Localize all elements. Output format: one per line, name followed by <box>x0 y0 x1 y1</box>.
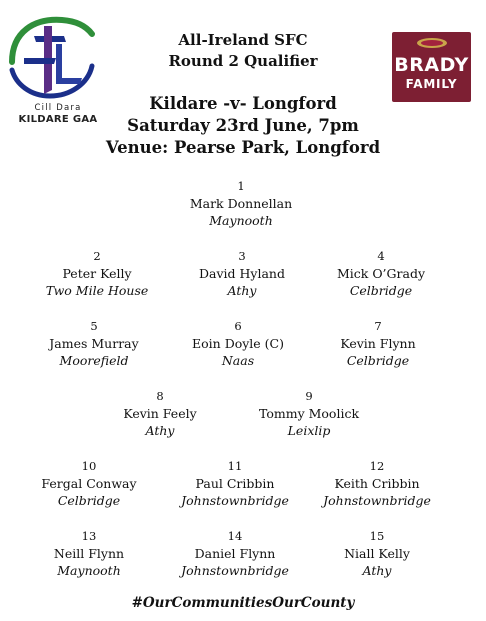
player-12 <box>302 458 452 509</box>
brady-family-logo <box>392 32 471 102</box>
player-club: Celbridge <box>346 353 410 368</box>
player-club: Moorefield <box>59 353 129 368</box>
player-name: Paul Cribbin <box>195 476 275 491</box>
player-name: Daniel Flynn <box>194 546 276 561</box>
player-club: Two Mile House <box>45 283 149 298</box>
player-name: Niall Kelly <box>344 546 410 561</box>
player-club: Johnstownbridge <box>181 493 289 508</box>
player-name: Tommy Moolick <box>258 406 360 421</box>
player-club: Celbridge <box>57 493 121 508</box>
player-club: Johnstownbridge <box>323 493 431 508</box>
player-club: Leixlip <box>287 423 331 438</box>
campaign-hashtag: #OurCommunitiesOurCounty <box>131 595 355 611</box>
player-11 <box>160 458 310 509</box>
kildare-gaa-logo <box>4 14 104 125</box>
player-10 <box>14 458 164 509</box>
player-8 <box>85 388 235 439</box>
player-3 <box>167 248 317 299</box>
player-club: Athy <box>362 563 392 578</box>
player-name: Mick O’Grady <box>336 266 426 281</box>
player-number: 2 <box>93 249 101 263</box>
player-7 <box>303 318 453 369</box>
player-name: Eoin Doyle (C) <box>192 336 284 351</box>
player-name: Peter Kelly <box>62 266 132 281</box>
player-number: 11 <box>227 459 243 473</box>
player-name: Keith Cribbin <box>334 476 420 491</box>
player-club: Naas <box>221 353 255 368</box>
player-5 <box>19 318 169 369</box>
player-number: 5 <box>90 319 98 333</box>
gaa-logo-text-2: KILDARE GAA <box>18 114 98 125</box>
player-number: 8 <box>156 389 164 403</box>
player-13 <box>14 528 164 579</box>
gaa-logo-text-1: Cill Dara <box>34 103 82 113</box>
player-number: 3 <box>238 249 246 263</box>
player-club: Celbridge <box>349 283 413 298</box>
player-number: 12 <box>369 459 385 473</box>
player-name: Fergal Conway <box>41 476 137 491</box>
player-number: 10 <box>81 459 97 473</box>
sponsor-line-1: BRADY <box>394 54 469 76</box>
sponsor-line-2: FAMILY <box>405 77 458 91</box>
player-club: Maynooth <box>57 563 121 578</box>
player-name: Kevin Feely <box>123 406 197 421</box>
player-2 <box>22 248 172 299</box>
player-number: 4 <box>377 249 385 263</box>
player-name: Kevin Flynn <box>340 336 416 351</box>
player-1 <box>166 178 316 229</box>
player-number: 9 <box>305 389 313 403</box>
player-6 <box>163 318 313 369</box>
fixture-datetime: Saturday 23rd June, 7pm <box>127 116 359 135</box>
player-number: 6 <box>234 319 242 333</box>
kildare-crest-icon <box>4 14 104 102</box>
player-club: Johnstownbridge <box>181 563 289 578</box>
player-name: Mark Donnellan <box>189 196 293 211</box>
player-number: 14 <box>227 529 243 543</box>
player-number: 7 <box>374 319 382 333</box>
player-name: David Hyland <box>199 266 285 281</box>
player-4 <box>306 248 456 299</box>
brady-crest-icon <box>414 35 450 49</box>
player-14 <box>160 528 310 579</box>
player-name: James Murray <box>49 336 139 351</box>
round-title: Round 2 Qualifier <box>168 52 318 70</box>
player-club: Athy <box>227 283 257 298</box>
player-club: Maynooth <box>209 213 273 228</box>
fixture-title: Kildare -v- Longford <box>149 94 337 113</box>
player-club: Athy <box>145 423 175 438</box>
player-number: 1 <box>237 179 245 193</box>
player-number: 13 <box>81 529 97 543</box>
player-9 <box>234 388 384 439</box>
player-15 <box>302 528 452 579</box>
player-name: Neill Flynn <box>53 546 125 561</box>
fixture-venue: Venue: Pearse Park, Longford <box>105 138 381 157</box>
player-number: 15 <box>369 529 385 543</box>
competition-title: All-Ireland SFC <box>178 31 308 49</box>
